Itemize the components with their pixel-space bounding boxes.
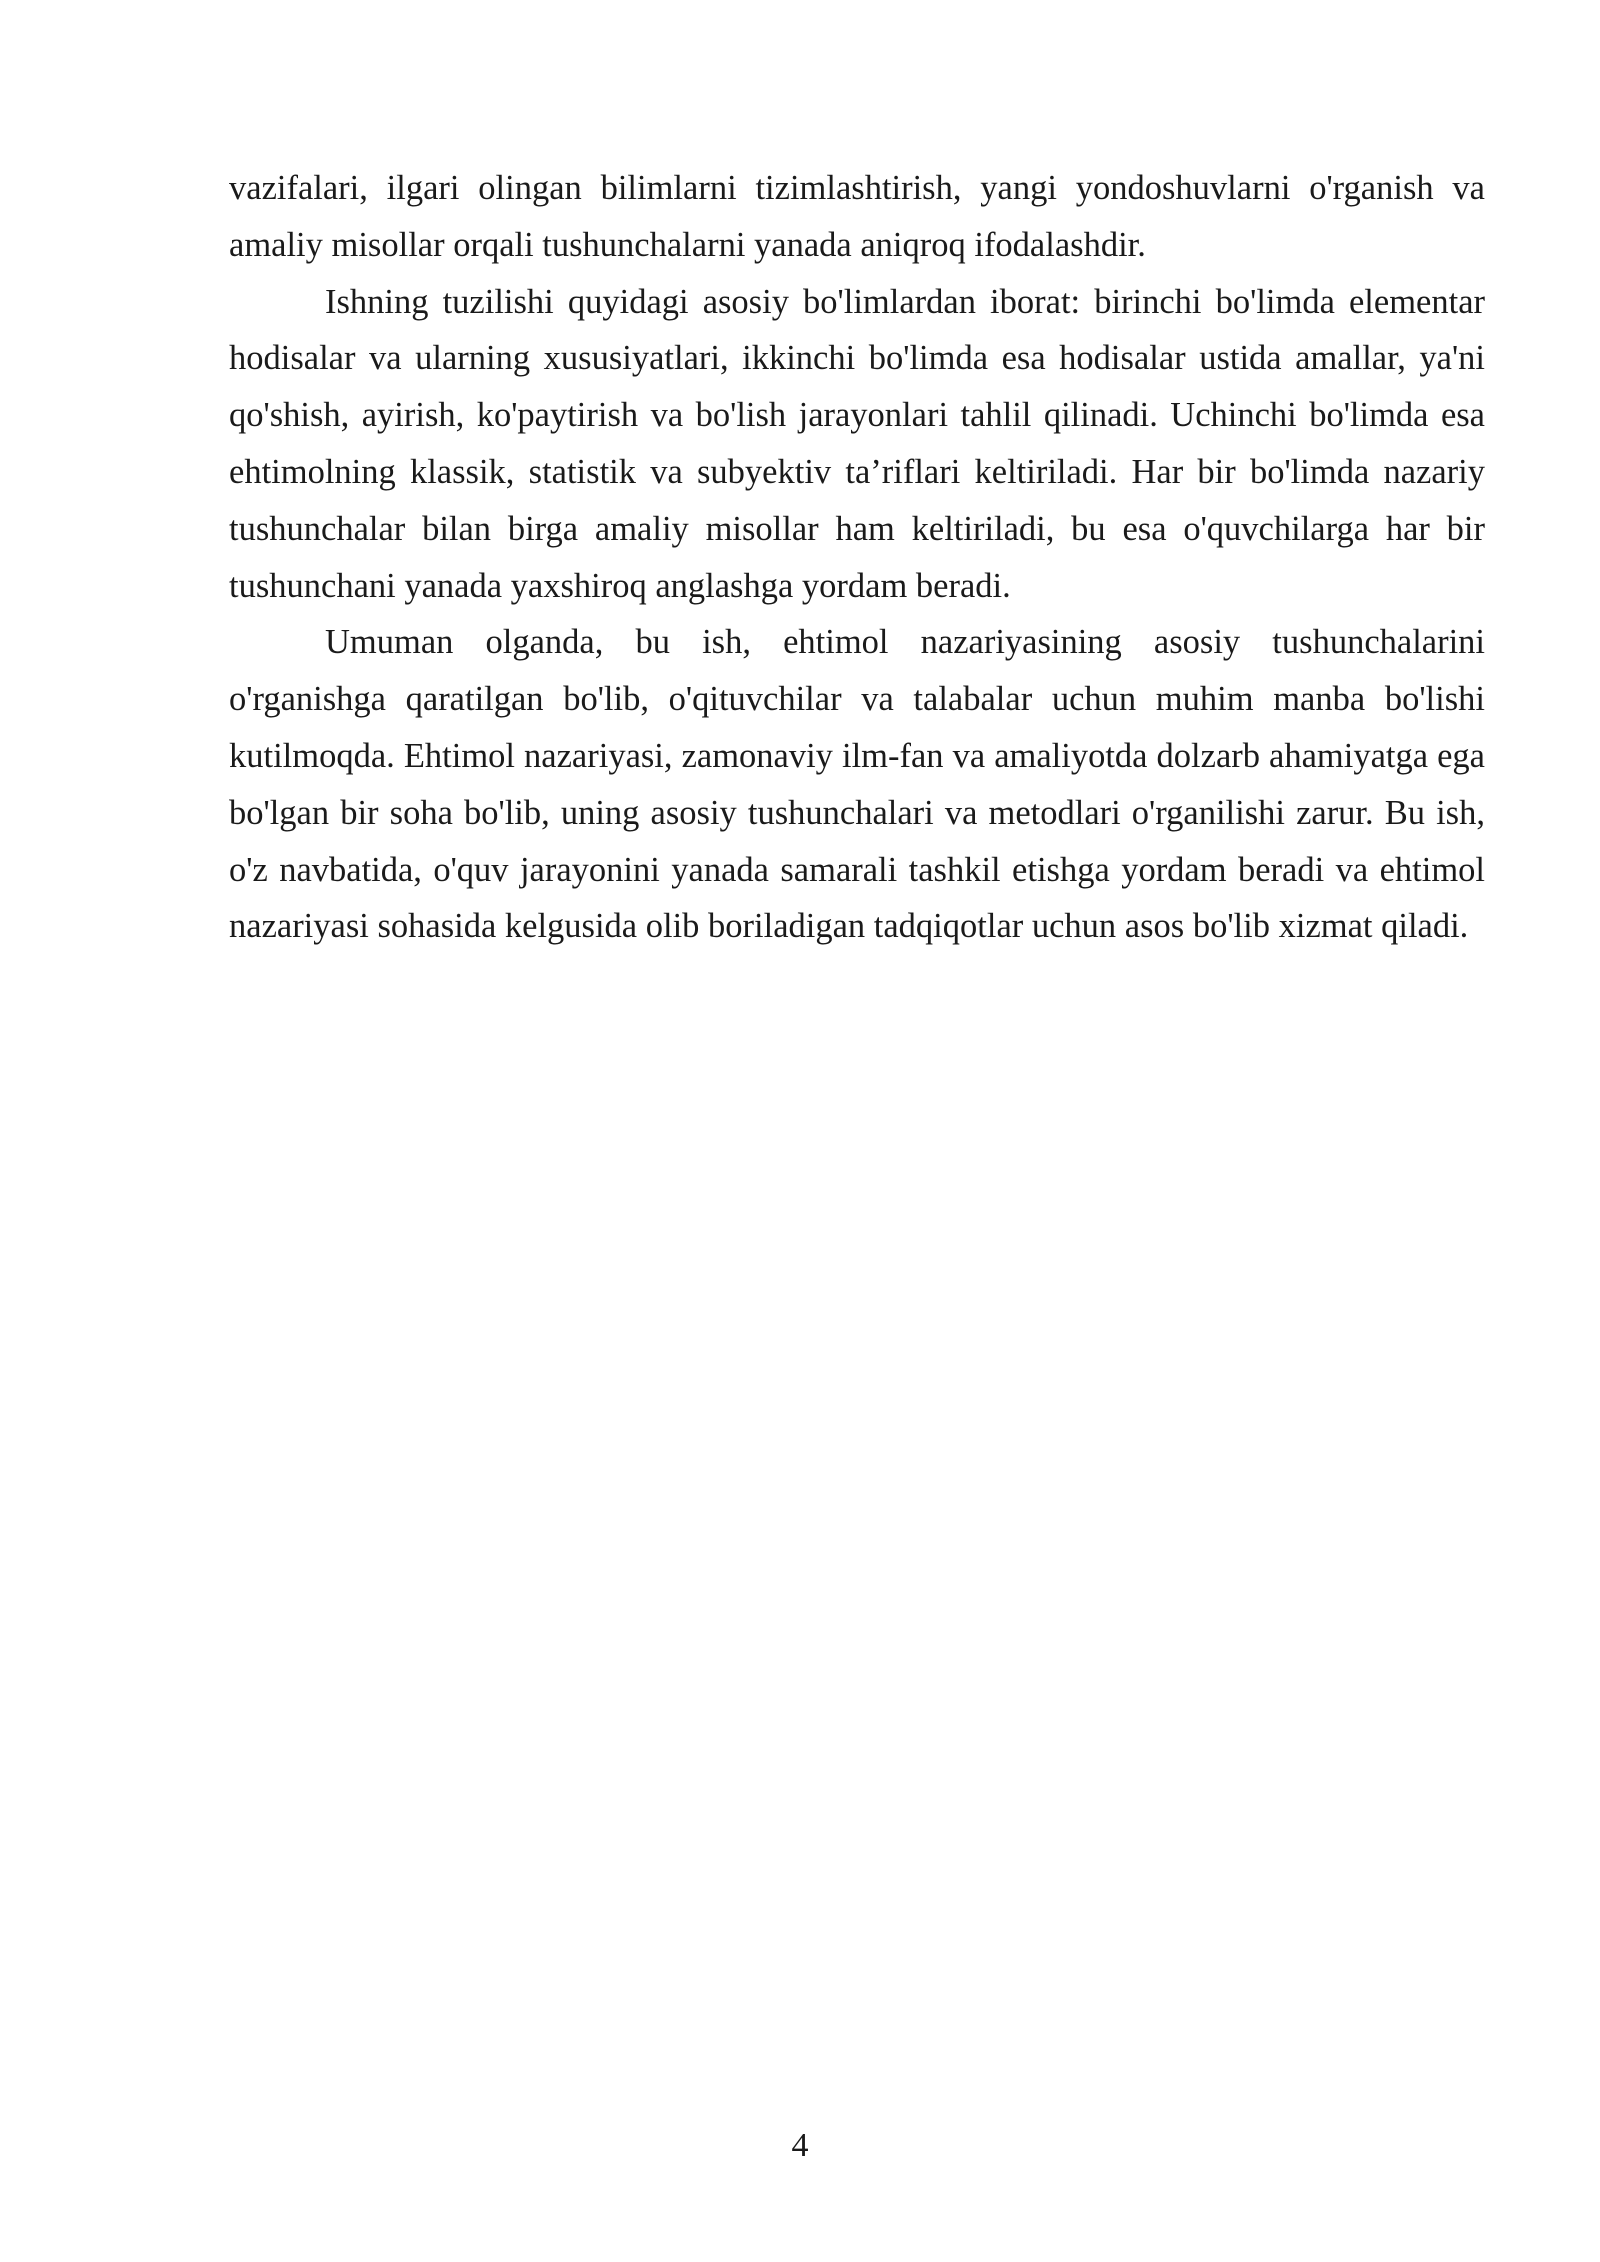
body-text — [229, 160, 1485, 955]
paragraph-conclusion: Umuman olganda, bu ish, ehtimol nazariyasining asosiy tushunchalarini o'rganishga qaratilgan bo'lib, o'qituvchilar va talabalar uchun muhim manba bo'lishi kutilmoqda. Ehtimol nazariyasi, zamonaviy ilm-fan va amaliyotda dolzarb ahamiyatga ega bo'lgan bir soha bo'lib, uning asosiy tushunchalari va metodlari o'rganilishi zarur. Bu ish, o'z navbatida, o'quv jarayonini yanada samarali tashkil etishga yordam beradi va ehtimol nazariyasi sohasida kelgusida olib boriladigan tadqiqotlar uchun asos bo'lib xizmat qiladi. — [229, 623, 1485, 946]
paragraph-continuation: vazifalari, ilgari olingan bilimlarni tizimlashtirish, yangi yondoshuvlarni o'rganish va amaliy misollar orqali tushunchalarni yanada aniqroq ifodalashdir. — [229, 169, 1485, 264]
page-number: 4 — [791, 2127, 809, 2164]
paragraph-structure: Ishning tuzilishi quyidagi asosiy bo'limlardan iborat: birinchi bo'limda elementar hodisalar va ularning xususiyatlari, ikkinchi bo'limda esa hodisalar ustida amallar, ya'ni qo'shish, ayirish, ko'paytirish va bo'lish jarayonlari tahlil qilinadi. Uchinchi bo'limda esa ehtimolning klassik, statistik va subyektiv ta’riflari keltiriladi. Har bir bo'limda nazariy tushunchalar bilan birga amaliy misollar ham keltiriladi, bu esa o'quvchilarga har bir tushunchani yanada yaxshiroq anglashga yordam beradi. — [229, 282, 1485, 605]
